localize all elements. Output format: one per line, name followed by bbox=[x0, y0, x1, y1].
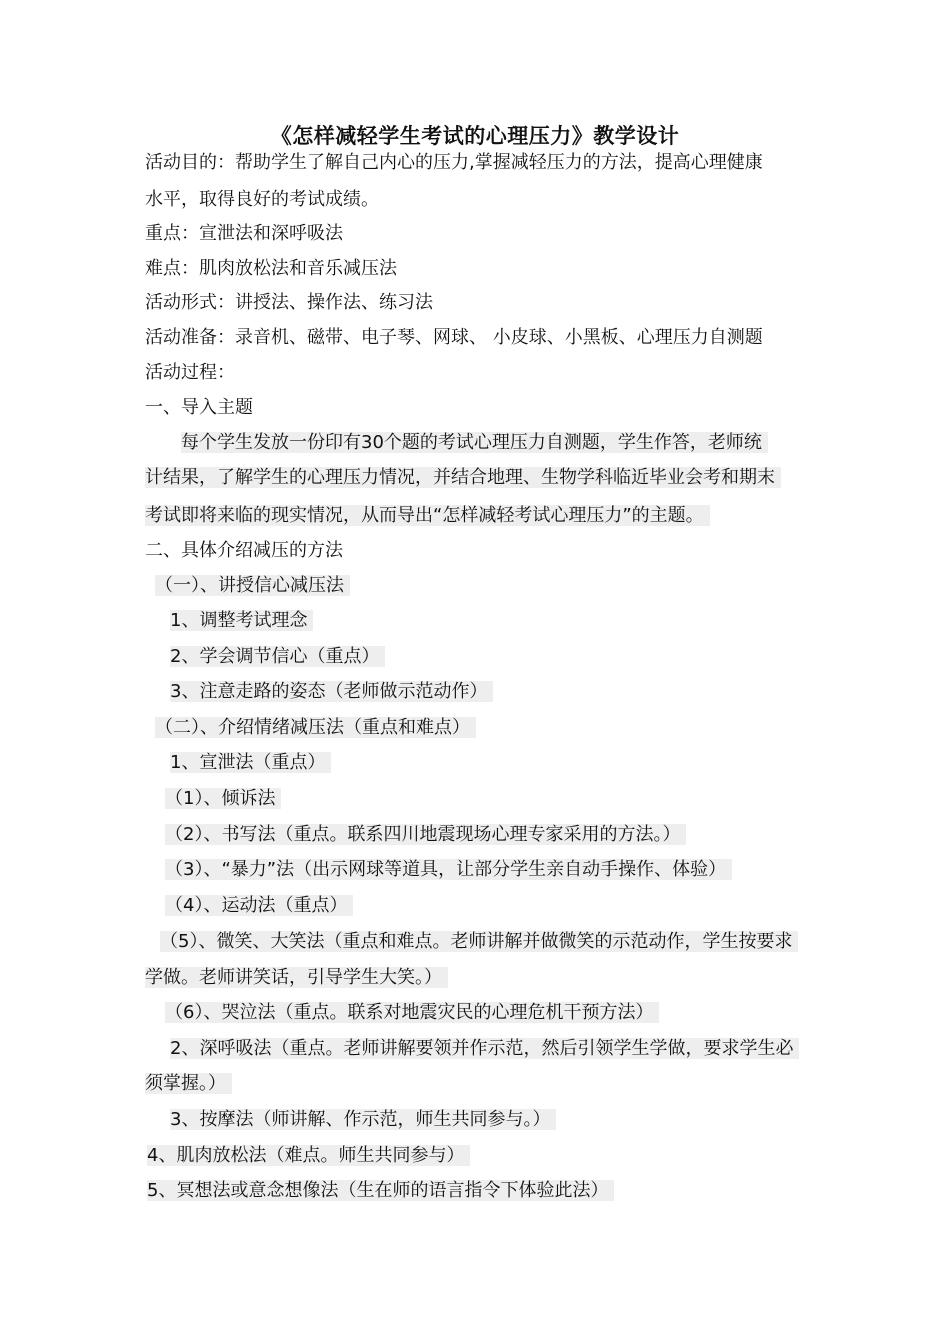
text-line: 活动形式：讲授法、操作法、练习法 bbox=[145, 292, 433, 313]
subsection-heading: （二）、介绍情绪减压法（重点和难点） bbox=[155, 715, 476, 741]
text-line: 难点：肌肉放松法和音乐减压法 bbox=[145, 258, 397, 279]
paragraph-line: 考试即将来临的现实情况，从而导出“怎样减轻考试心理压力”的主题。 bbox=[145, 503, 710, 529]
list-item: 学做。老师讲笑话，引导学生大笑。） bbox=[145, 965, 448, 991]
list-item: 2、学会调节信心（重点） bbox=[170, 644, 385, 670]
section-heading: 一、导入主题 bbox=[145, 397, 253, 418]
list-item: （2）、书写法（重点。联系四川地震现场心理专家采用的方法。） bbox=[165, 822, 686, 848]
paragraph-line: 计结果，了解学生的心理压力情况，并结合地理、生物学科临近毕业会考和期末 bbox=[145, 465, 781, 491]
list-item: 1、宣泄法（重点） bbox=[170, 750, 331, 776]
text-line: 活动过程： bbox=[145, 362, 235, 383]
section-heading: 二、具体介绍减压的方法 bbox=[145, 540, 343, 561]
list-item: （4）、运动法（重点） bbox=[165, 893, 353, 919]
document-title: 《怎样减轻学生考试的心理压力》教学设计 bbox=[270, 124, 680, 148]
paragraph-line: 每个学生发放一份印有30个题的考试心理压力自测题，学生作答，老师统 bbox=[181, 430, 768, 456]
list-item: 2、深呼吸法（重点。老师讲解要领并作示范，然后引领学生学做，要求学生必 bbox=[170, 1036, 799, 1062]
list-item: （3）、“暴力”法（出示网球等道具，让部分学生亲自动手操作、体验） bbox=[165, 857, 732, 883]
list-item: 须掌握。） bbox=[145, 1071, 232, 1097]
text-line: 活动准备：录音机、磁带、电子琴、网球、 小皮球、小黑板、心理压力自测题 bbox=[145, 327, 763, 348]
list-item: 5、冥想法或意念想像法（生在师的语言指令下体验此法） bbox=[147, 1178, 614, 1204]
list-item: 4、肌肉放松法（难点。师生共同参与） bbox=[147, 1143, 470, 1169]
list-item: 3、按摩法（师讲解、作示范，师生共同参与。） bbox=[170, 1107, 556, 1133]
subsection-heading: （一）、讲授信心减压法 bbox=[155, 573, 350, 599]
text-line: 活动目的：帮助学生了解自己内心的压力,掌握减轻压力的方法，提高心理健康 bbox=[145, 152, 763, 173]
list-item: （1）、倾诉法 bbox=[165, 786, 281, 812]
list-item: 3、注意走路的姿态（老师做示范动作） bbox=[170, 679, 493, 705]
text-line: 重点：宣泄法和深呼吸法 bbox=[145, 223, 343, 244]
text-line: 水平，取得良好的考试成绩。 bbox=[145, 189, 379, 210]
list-item: （5）、微笑、大笑法（重点和难点。老师讲解并做微笑的示范动作，学生按要求 bbox=[160, 929, 798, 955]
list-item: （6）、哭泣法（重点。联系对地震灾民的心理危机干预方法） bbox=[165, 1000, 659, 1026]
list-item: 1、调整考试理念 bbox=[170, 608, 313, 634]
